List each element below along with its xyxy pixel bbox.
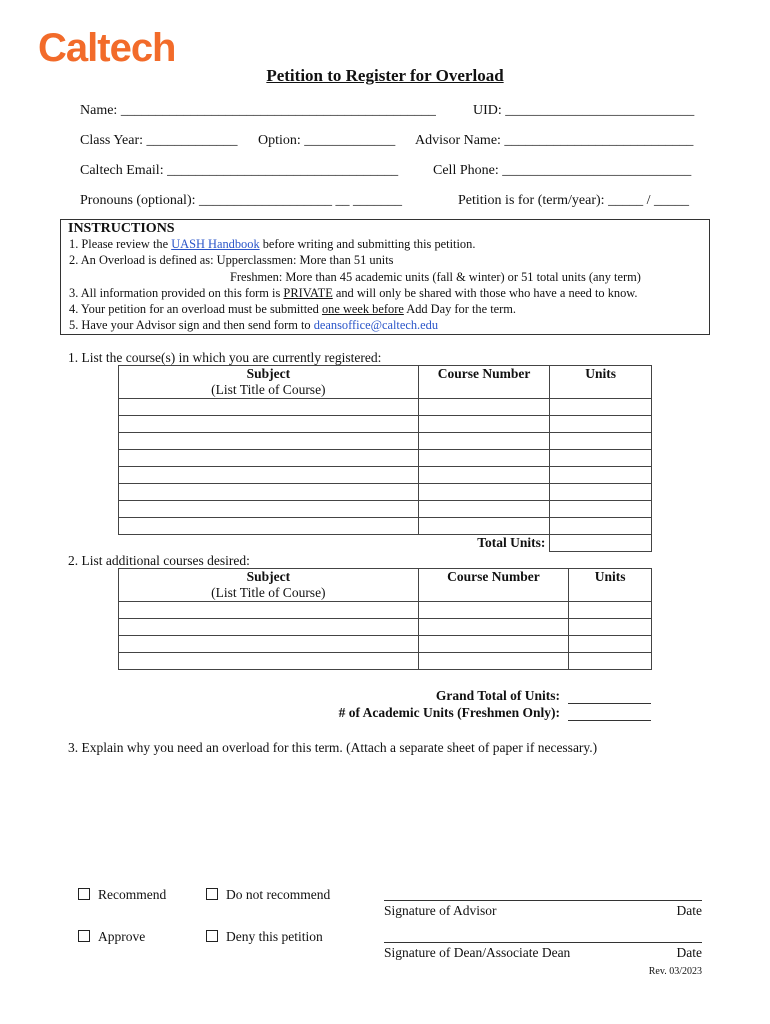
- academic-units-line[interactable]: [568, 720, 651, 721]
- section-3-label: 3. Explain why you need an overload for this term. (Attach a separate sheet of paper if necessary.): [68, 740, 598, 755]
- caltech-logo: Caltech: [38, 26, 176, 70]
- table-row[interactable]: [119, 653, 652, 670]
- table-row[interactable]: [119, 484, 652, 501]
- dean-signature-line[interactable]: [384, 942, 702, 943]
- additional-courses-table: [118, 568, 652, 670]
- advisor-name-field[interactable]: Advisor Name: ___________________________: [415, 133, 694, 148]
- instruction-1-text-a: 1. Please review the: [69, 237, 172, 251]
- course-number-header: Course Number: [418, 366, 550, 399]
- table-row[interactable]: [119, 433, 652, 450]
- advisor-signature-label: Signature of Advisor: [384, 903, 497, 918]
- subject-header-label: Subject: [246, 569, 291, 584]
- table-row[interactable]: [119, 518, 652, 535]
- total-units-cell[interactable]: [550, 535, 652, 552]
- approve-label: Approve: [98, 929, 146, 944]
- total-units-row: [119, 535, 652, 552]
- table-header-row: [119, 366, 652, 399]
- explanation-area[interactable]: [68, 760, 652, 880]
- section-2-label: 2. List additional courses desired:: [68, 553, 250, 568]
- approve-option[interactable]: [78, 929, 145, 945]
- subject-header-sub: (List Title of Course): [211, 585, 326, 600]
- instruction-3-text-b: and will only be shared with those who have a need to know.: [332, 286, 638, 300]
- instruction-5: [69, 318, 438, 333]
- current-courses-table: [118, 365, 652, 552]
- table-row[interactable]: [119, 467, 652, 484]
- grand-total-label: Grand Total of Units:: [435, 688, 560, 703]
- cell-phone-field[interactable]: Cell Phone: ___________________________: [433, 163, 692, 178]
- subject-header-sub: (List Title of Course): [211, 382, 326, 397]
- instruction-2-freshmen: Freshmen: More than 45 academic units (fall & winter) or 51 total units (any term): [230, 270, 641, 284]
- table-row[interactable]: [119, 602, 652, 619]
- table-row[interactable]: [119, 416, 652, 433]
- uid-field[interactable]: UID: ___________________________: [473, 103, 695, 118]
- subject-header-label: Subject: [246, 366, 291, 381]
- advisor-date-label: Date: [676, 903, 702, 918]
- instruction-4-text-b: Add Day for the term.: [403, 302, 517, 316]
- instruction-3: [69, 286, 638, 301]
- pronouns-field[interactable]: Pronouns (optional): ___________________ __ _______: [80, 193, 402, 208]
- one-week-text: one week before: [321, 302, 404, 316]
- not-recommend-checkbox[interactable]: [206, 888, 218, 900]
- option-field[interactable]: Option: _____________: [258, 133, 396, 148]
- instruction-3-text-a: 3. All information provided on this form is: [69, 286, 284, 300]
- deny-option[interactable]: [206, 929, 323, 945]
- term-field[interactable]: Petition is for (term/year): _____ / _____: [458, 193, 689, 208]
- instruction-2: 2. An Overload is defined as: Upperclassmen: More than 51 units: [69, 253, 394, 267]
- course-number-header: Course Number: [418, 569, 569, 602]
- recommend-checkbox[interactable]: [78, 888, 90, 900]
- recommend-label: Recommend: [98, 887, 167, 902]
- deansoffice-email-link[interactable]: deansoffice@caltech.edu: [313, 318, 439, 332]
- class-year-field[interactable]: Class Year: _____________: [80, 133, 238, 148]
- academic-units-label: # of Academic Units (Freshmen Only):: [338, 705, 560, 720]
- name-field[interactable]: Name: _____________________________________________: [80, 103, 436, 118]
- table-row[interactable]: [119, 450, 652, 467]
- table-row[interactable]: [119, 399, 652, 416]
- subject-header: [119, 366, 419, 399]
- instruction-1-text-b: before writing and submitting this petition.: [259, 237, 476, 251]
- instructions-heading: INSTRUCTIONS: [68, 221, 175, 236]
- table-row[interactable]: [119, 636, 652, 653]
- recommend-option[interactable]: [78, 887, 166, 903]
- instruction-4-text-a: 4. Your petition for an overload must be submitted: [69, 302, 322, 316]
- table-header-row: [119, 569, 652, 602]
- total-units-label: Total Units:: [418, 535, 550, 552]
- email-field[interactable]: Caltech Email: _________________________________: [80, 163, 399, 178]
- instruction-1: [69, 237, 475, 252]
- approve-checkbox[interactable]: [78, 930, 90, 942]
- units-header: Units: [550, 366, 652, 399]
- deny-checkbox[interactable]: [206, 930, 218, 942]
- grand-total-line[interactable]: [568, 703, 651, 704]
- advisor-signature-line[interactable]: [384, 900, 702, 901]
- deny-label: Deny this petition: [226, 929, 323, 944]
- instruction-5-text-a: 5. Have your Advisor sign and then send form to: [69, 318, 314, 332]
- dean-signature-label: Signature of Dean/Associate Dean: [384, 945, 571, 960]
- uash-handbook-link[interactable]: UASH Handbook: [171, 237, 260, 251]
- section-1-label: 1. List the course(s) in which you are currently registered:: [68, 350, 382, 365]
- units-header: Units: [569, 569, 652, 602]
- dean-date-label: Date: [676, 945, 702, 960]
- revision-label: Rev. 03/2023: [648, 966, 702, 977]
- subject-header: [119, 569, 419, 602]
- form-title: Petition to Register for Overload: [266, 66, 504, 85]
- table-row[interactable]: [119, 501, 652, 518]
- instruction-4: [69, 302, 516, 317]
- private-text: PRIVATE: [283, 286, 333, 300]
- not-recommend-label: Do not recommend: [226, 887, 331, 902]
- not-recommend-option[interactable]: [206, 887, 330, 903]
- table-row[interactable]: [119, 619, 652, 636]
- instructions-box: [60, 219, 710, 335]
